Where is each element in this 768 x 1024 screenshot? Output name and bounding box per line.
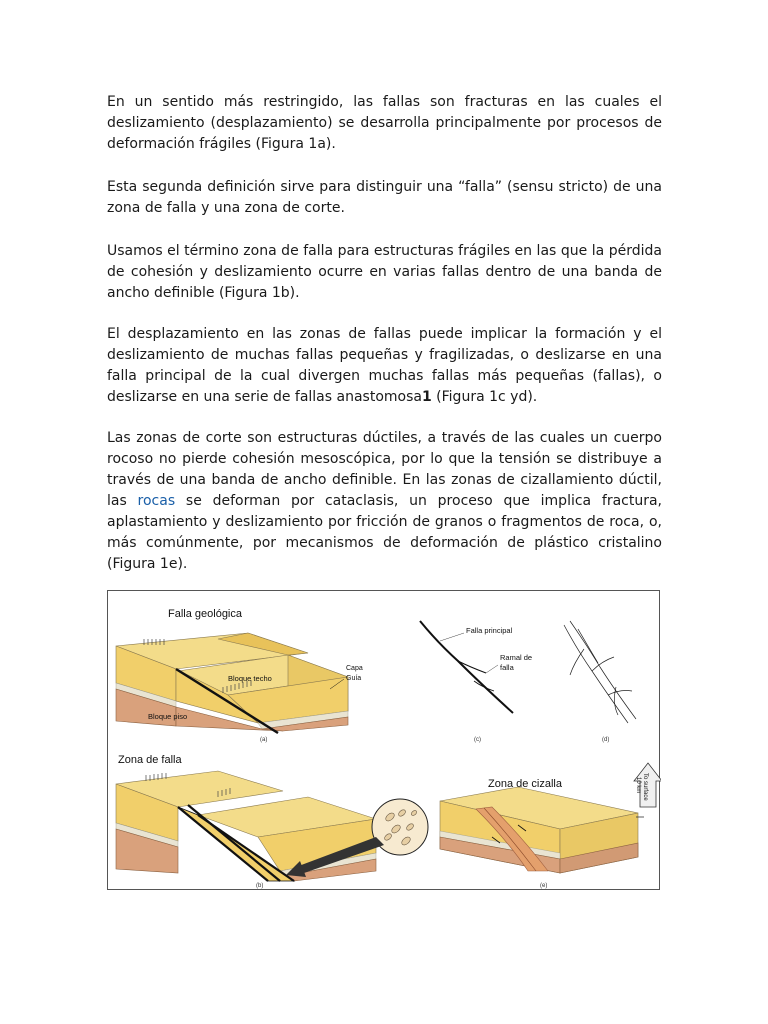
paragraph-1: En un sentido más restringido, las fallas son fracturas en las cuales el deslizamiento (desplazamiento) se desarrolla principalmente por procesos de deformación frágiles (Figura 1a). [107,94,662,152]
arrow-label-depth: 10 km [635,777,641,794]
panel-d [564,621,636,743]
panel-e-title: Zona de cizalla [488,778,562,790]
caption-e: (e) [540,883,548,889]
caption-a: (a) [260,737,268,743]
label-ramal-de: Ramal de [500,653,533,662]
paragraph-5 [107,428,662,575]
paragraph-4-text: El desplazamiento en las zonas de fallas puede implicar la formación y el deslizamiento de muchas fallas pequeñas y fragilizadas, o deslizarse en una falla principal de la cual divergen muchas fallas más pequeñas (fallas), o deslizarse en una serie de fallas anastomosa [107,326,662,405]
label-bloque-techo: Bloque techo [228,674,272,683]
paragraph-5-text: Las zonas de corte son estructuras dúctiles, a través de las cuales un cuerpo rocoso no pierde cohesión mesoscópica, por lo que la tensión se distribuye a través de una banda de ancho definible. En las zonas de cizallamiento dúctil, las [107,430,662,509]
arrow-label-surface: To surface [642,773,648,801]
panel-c [420,621,532,743]
label-ramal-falla: falla [500,663,514,672]
caption-d: (d) [602,737,610,743]
panel-a [116,608,363,743]
paragraph-2: Esta segunda definición sirve para distinguir una “falla” (sensu stricto) de una zona de falla y una zona de corte. [107,179,662,216]
article-body [107,92,662,595]
panel-b-title: Zona de falla [118,754,182,766]
caption-c: (c) [474,737,481,743]
panel-a-title: Falla geológica [168,608,242,620]
figure-1 [107,590,660,890]
panel-b [116,754,428,889]
caption-b: (b) [256,883,264,889]
paragraph-4 [107,324,662,408]
paragraph-3: Usamos el término zona de falla para estructuras frágiles en las que la pérdida de cohesión y deslizamiento ocurre en varias fallas dentro de una banda de ancho definible (Figura 1b). [107,243,662,301]
label-guia: Guía [346,675,362,682]
figure-illustration [108,591,661,891]
label-capa: Capa [346,665,363,672]
paragraph-4-tail: (Figura 1c yd). [431,389,538,405]
label-bloque-piso: Bloque piso [148,712,188,721]
rocas-link[interactable]: rocas [137,493,176,509]
panel-e [440,763,661,889]
footnote-ref: 1 [421,389,432,405]
paragraph-5-tail: se deforman por cataclasis, un proceso que implica fractura, aplastamiento y deslizamiento por fricción de granos o fragmentos de roca, o, más comúnmente, por mecanismos de deformación de plástico cristalino (Figura 1e). [107,493,663,572]
label-falla-principal: Falla principal [466,626,513,635]
